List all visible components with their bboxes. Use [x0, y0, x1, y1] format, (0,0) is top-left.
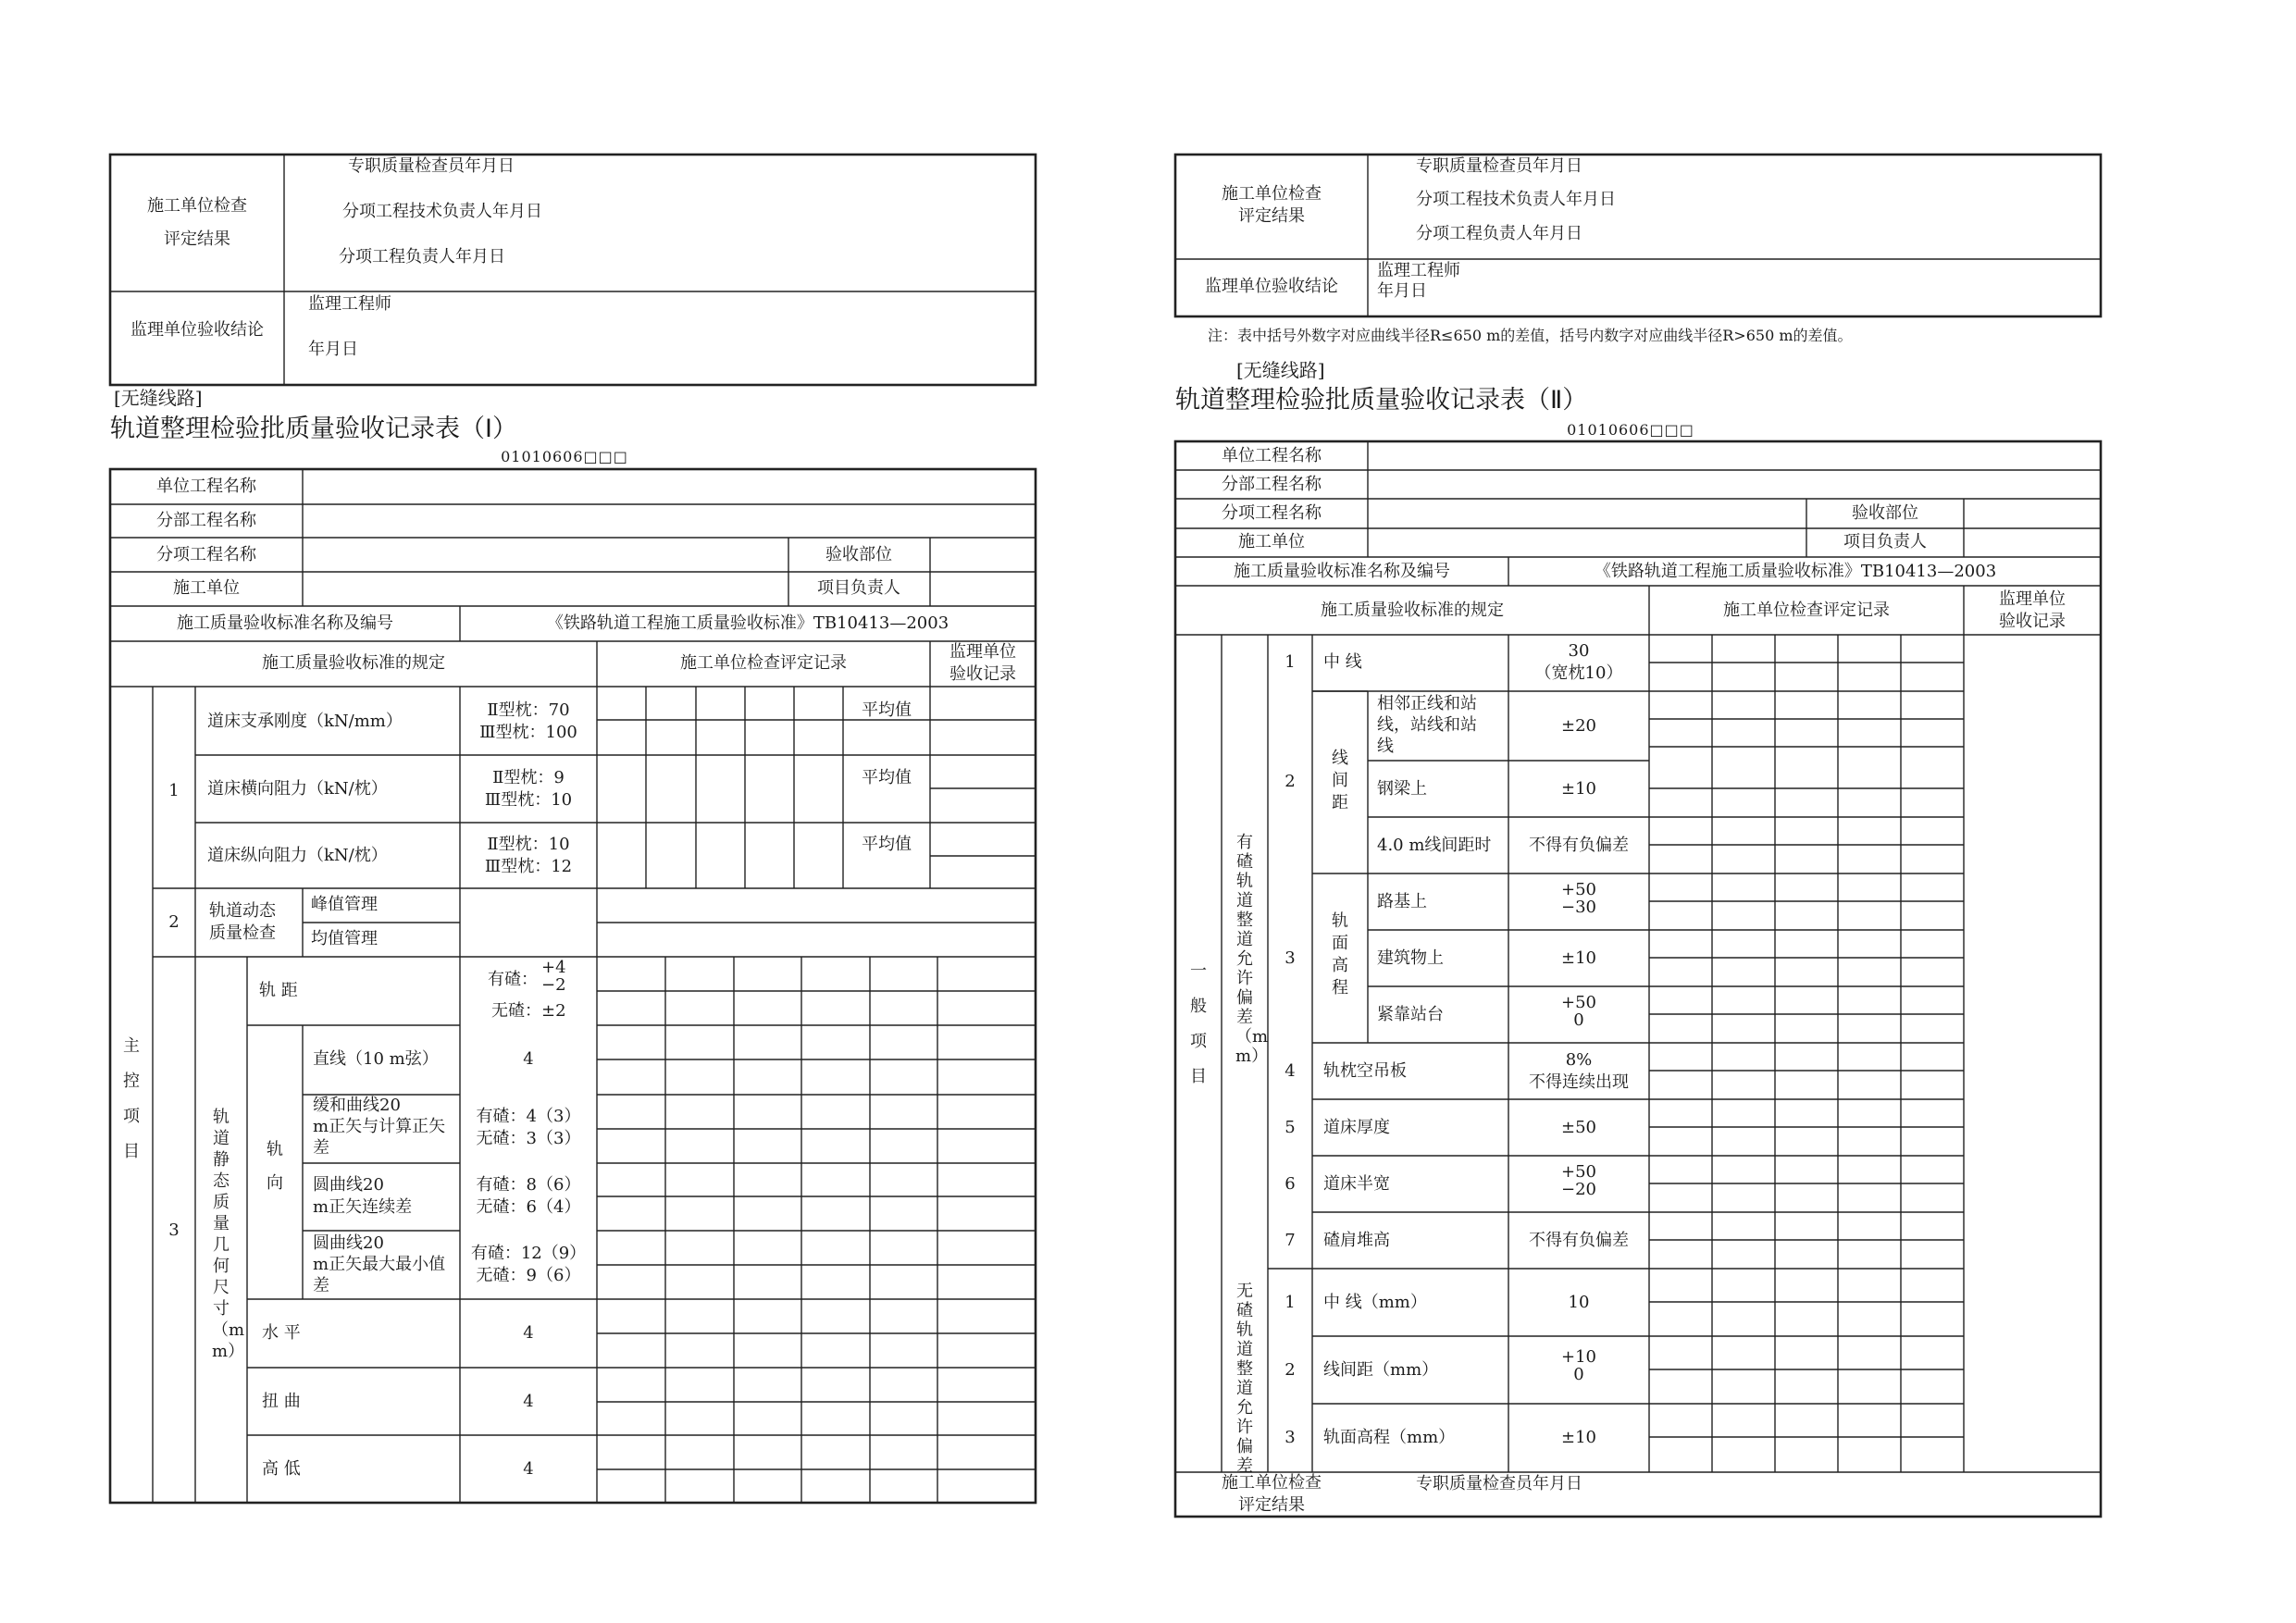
left-curve2-value: 有碴：12（9） 无碴：9（6）: [470, 1244, 587, 1285]
left-height-value: 4: [523, 1459, 534, 1479]
left-curve2: 圆曲线20 m正矢最大最小值 差: [313, 1233, 446, 1295]
right-supervisor-line2: 年月日: [1377, 281, 1427, 301]
left-curve1: 圆曲线20 m正矢连续差: [313, 1175, 413, 1217]
left-unit-name: 单位工程名称: [156, 477, 256, 496]
right-r1-number: 1: [1285, 652, 1296, 672]
left-gauge-ballast: 有碴：: [488, 970, 538, 989]
right-foot-line: 专职质量检查员年月日: [1416, 1474, 1582, 1493]
left-sub-name: 分部工程名称: [156, 511, 256, 530]
left-row2-number: 2: [168, 912, 180, 932]
right-r3c-value: +50 0: [1561, 993, 1596, 1030]
left-row3-number: 3: [168, 1220, 180, 1240]
right-r5: 道床厚度: [1323, 1118, 1390, 1137]
right-constructor: 施工单位: [1238, 532, 1305, 551]
left-twist-value: 4: [523, 1392, 534, 1411]
left-stiffness-value: Ⅱ型枕：70 Ⅲ型枕：100: [479, 700, 577, 742]
left-supervisor-line1: 监理工程师: [308, 294, 391, 314]
right-r1: 中 线: [1323, 652, 1362, 672]
right-r2b: 钢梁上: [1377, 779, 1427, 799]
left-static-label: 轨道静态质量几何尺寸（mm）: [212, 1108, 245, 1361]
right-r3b-value: ±10: [1561, 948, 1596, 968]
right-supervisor-label: 监理单位验收结论: [1205, 277, 1338, 296]
left-twist: 扭 曲: [262, 1392, 301, 1411]
left-gauge: 轨 距: [259, 981, 298, 1000]
right-r3a-value: +50 −30: [1561, 880, 1596, 917]
right-r3a: 路基上: [1377, 892, 1427, 911]
left-lateral: 道床横向阻力（kN/枕）: [207, 779, 388, 799]
right-unit-name: 单位工程名称: [1222, 446, 1322, 465]
right-code: 01010606□□□: [1567, 421, 1694, 439]
left-sign-label: 施工单位检查 评定结果: [147, 196, 247, 249]
left-constructor: 施工单位: [173, 578, 240, 598]
right-col-check: 施工单位检查评定记录: [1723, 601, 1890, 620]
right-sign-line1: 专职质量检查员年月日: [1416, 156, 1582, 176]
left-avg-2: 平均值: [862, 768, 912, 787]
left-straight-value: 4: [523, 1049, 534, 1069]
right-s1: 中 线（mm）: [1323, 1293, 1427, 1312]
left-row1-number: 1: [168, 781, 180, 800]
right-r5-value: ±50: [1561, 1118, 1596, 1137]
left-dynamic: 轨道动态 质量检查: [209, 901, 276, 943]
right-r2a-value: ±20: [1561, 716, 1596, 736]
right-r7: 碴肩堆高: [1323, 1231, 1390, 1250]
right-sign-line3: 分项工程负责人年月日: [1416, 224, 1582, 243]
left-tag: [无缝线路]: [114, 387, 203, 409]
right-s1-number: 1: [1285, 1293, 1296, 1312]
right-s3-value: ±10: [1561, 1428, 1596, 1447]
right-std-name: 《铁路轨道工程施工质量验收标准》TB10413—2003: [1594, 562, 1997, 581]
left-longit: 道床纵向阻力（kN/枕）: [207, 846, 388, 865]
left-longit-value: Ⅱ型枕：10 Ⅲ型枕：12: [484, 835, 573, 876]
left-project-lead: 项目负责人: [817, 578, 900, 598]
left-curve1-value: 有碴：8（6） 无碴：6（4）: [476, 1175, 581, 1217]
left-main-item: 主 控 项 目: [123, 1036, 140, 1161]
right-r3c: 紧靠站台: [1377, 1005, 1444, 1024]
right-r7-value: 不得有负偏差: [1529, 1231, 1629, 1250]
left-accept-part: 验收部位: [825, 545, 892, 564]
right-s3-number: 3: [1285, 1428, 1296, 1447]
left-std-name: 《铁路轨道工程施工质量验收标准》TB10413—2003: [546, 613, 949, 633]
right-title: 轨道整理检验批质量验收记录表（Ⅱ）: [1175, 386, 1588, 415]
right-r4-value: 8% 不得连续出现: [1529, 1050, 1629, 1092]
right-r4-number: 4: [1285, 1061, 1296, 1081]
left-sign-line2: 分项工程技术负责人年月日: [342, 202, 542, 221]
right-accept-part: 验收部位: [1852, 503, 1918, 523]
right-s2-number: 2: [1285, 1360, 1296, 1380]
right-note: 注：表中括号外数字对应曲线半径R≤650 m的差值，括号内数字对应曲线半径R>650 m的差值。: [1208, 327, 1853, 344]
left-sign-line3: 分项工程负责人年月日: [339, 247, 505, 266]
left-gauge-ballastless: 无碴：±2: [491, 1001, 566, 1021]
right-r6: 道床半宽: [1323, 1174, 1390, 1194]
left-std-label: 施工质量验收标准名称及编号: [177, 613, 393, 633]
right-col-super: 监理单位 验收记录: [1999, 589, 2066, 631]
left-gauge-tolerance: +4 −2: [541, 958, 566, 995]
right-ballast-label: 有碴轨道整道允许偏差（mm）: [1235, 833, 1269, 1066]
left-easement: 缓和曲线20 m正矢与计算正矢 差: [313, 1096, 446, 1158]
right-r6-value: +50 −20: [1561, 1162, 1596, 1199]
right-supervisor-line1: 监理工程师: [1377, 261, 1460, 280]
right-r6-number: 6: [1285, 1174, 1296, 1194]
right-sub-name: 分部工程名称: [1222, 475, 1322, 494]
right-sign-line2: 分项工程技术负责人年月日: [1416, 190, 1616, 209]
right-general-item: 一 般 项 目: [1190, 961, 1207, 1086]
left-col-spec: 施工质量验收标准的规定: [262, 653, 445, 673]
left-level-value: 4: [523, 1323, 534, 1343]
right-s2: 线间距（mm）: [1323, 1360, 1439, 1380]
left-title: 轨道整理检验批质量验收记录表（Ⅰ）: [110, 415, 517, 443]
right-ballastless-label: 无碴轨道整道允许偏差: [1236, 1282, 1253, 1476]
left-peak: 峰值管理: [311, 895, 378, 914]
left-avg-3: 平均值: [862, 835, 912, 854]
left-col-check: 施工单位检查评定记录: [680, 653, 847, 673]
right-r1-value: 30 （宽枕10）: [1534, 641, 1623, 683]
right-sign-label: 施工单位检查 评定结果: [1222, 184, 1322, 226]
right-s2-value: +10 0: [1561, 1347, 1596, 1384]
right-project-lead: 项目负责人: [1843, 532, 1927, 551]
left-direction: 轨 向: [267, 1140, 283, 1193]
right-r2a: 相邻正线和站 线，站线和站 线: [1377, 694, 1477, 756]
right-r3-group: 轨 面 高 程: [1332, 911, 1348, 997]
right-r7-number: 7: [1285, 1231, 1296, 1250]
left-code: 01010606□□□: [501, 448, 628, 465]
right-std-label: 施工质量验收标准名称及编号: [1234, 562, 1450, 581]
left-mean: 均值管理: [311, 929, 378, 948]
right-r2b-value: ±10: [1561, 779, 1596, 799]
left-level: 水 平: [262, 1323, 301, 1343]
right-r2c: 4.0 m线间距时: [1377, 836, 1492, 855]
left-height: 高 低: [262, 1459, 301, 1479]
right-foot-label: 施工单位检查 评定结果: [1222, 1473, 1322, 1515]
right-r2-number: 2: [1285, 772, 1296, 791]
left-stiffness: 道床支承刚度（kN/mm）: [207, 712, 403, 731]
right-s3: 轨面高程（mm）: [1323, 1428, 1456, 1447]
left-lateral-value: Ⅱ型枕：9 Ⅲ型枕：10: [484, 768, 573, 810]
left-straight: 直线（10 m弦）: [313, 1049, 439, 1069]
right-tag: [无缝线路]: [1236, 359, 1325, 381]
right-item-name: 分项工程名称: [1222, 503, 1322, 523]
left-avg-1: 平均值: [862, 700, 912, 720]
left-easement-value: 有碴：4（3） 无碴：3（3）: [476, 1107, 581, 1148]
right-r5-number: 5: [1285, 1118, 1296, 1137]
right-r3b: 建筑物上: [1377, 948, 1444, 968]
left-sign-line1: 专职质量检查员年月日: [348, 156, 515, 176]
right-r2c-value: 不得有负偏差: [1529, 836, 1629, 855]
right-r4: 轨枕空吊板: [1323, 1061, 1407, 1081]
right-s1-value: 10: [1568, 1293, 1590, 1312]
right-col-spec: 施工质量验收标准的规定: [1321, 601, 1504, 620]
left-col-super: 监理单位 验收记录: [949, 642, 1016, 684]
left-supervisor-label: 监理单位验收结论: [130, 320, 264, 340]
right-r2-group: 线 间 距: [1332, 749, 1348, 812]
left-item-name: 分项工程名称: [156, 545, 256, 564]
left-supervisor-line2: 年月日: [308, 340, 358, 359]
right-r3-number: 3: [1285, 948, 1296, 968]
